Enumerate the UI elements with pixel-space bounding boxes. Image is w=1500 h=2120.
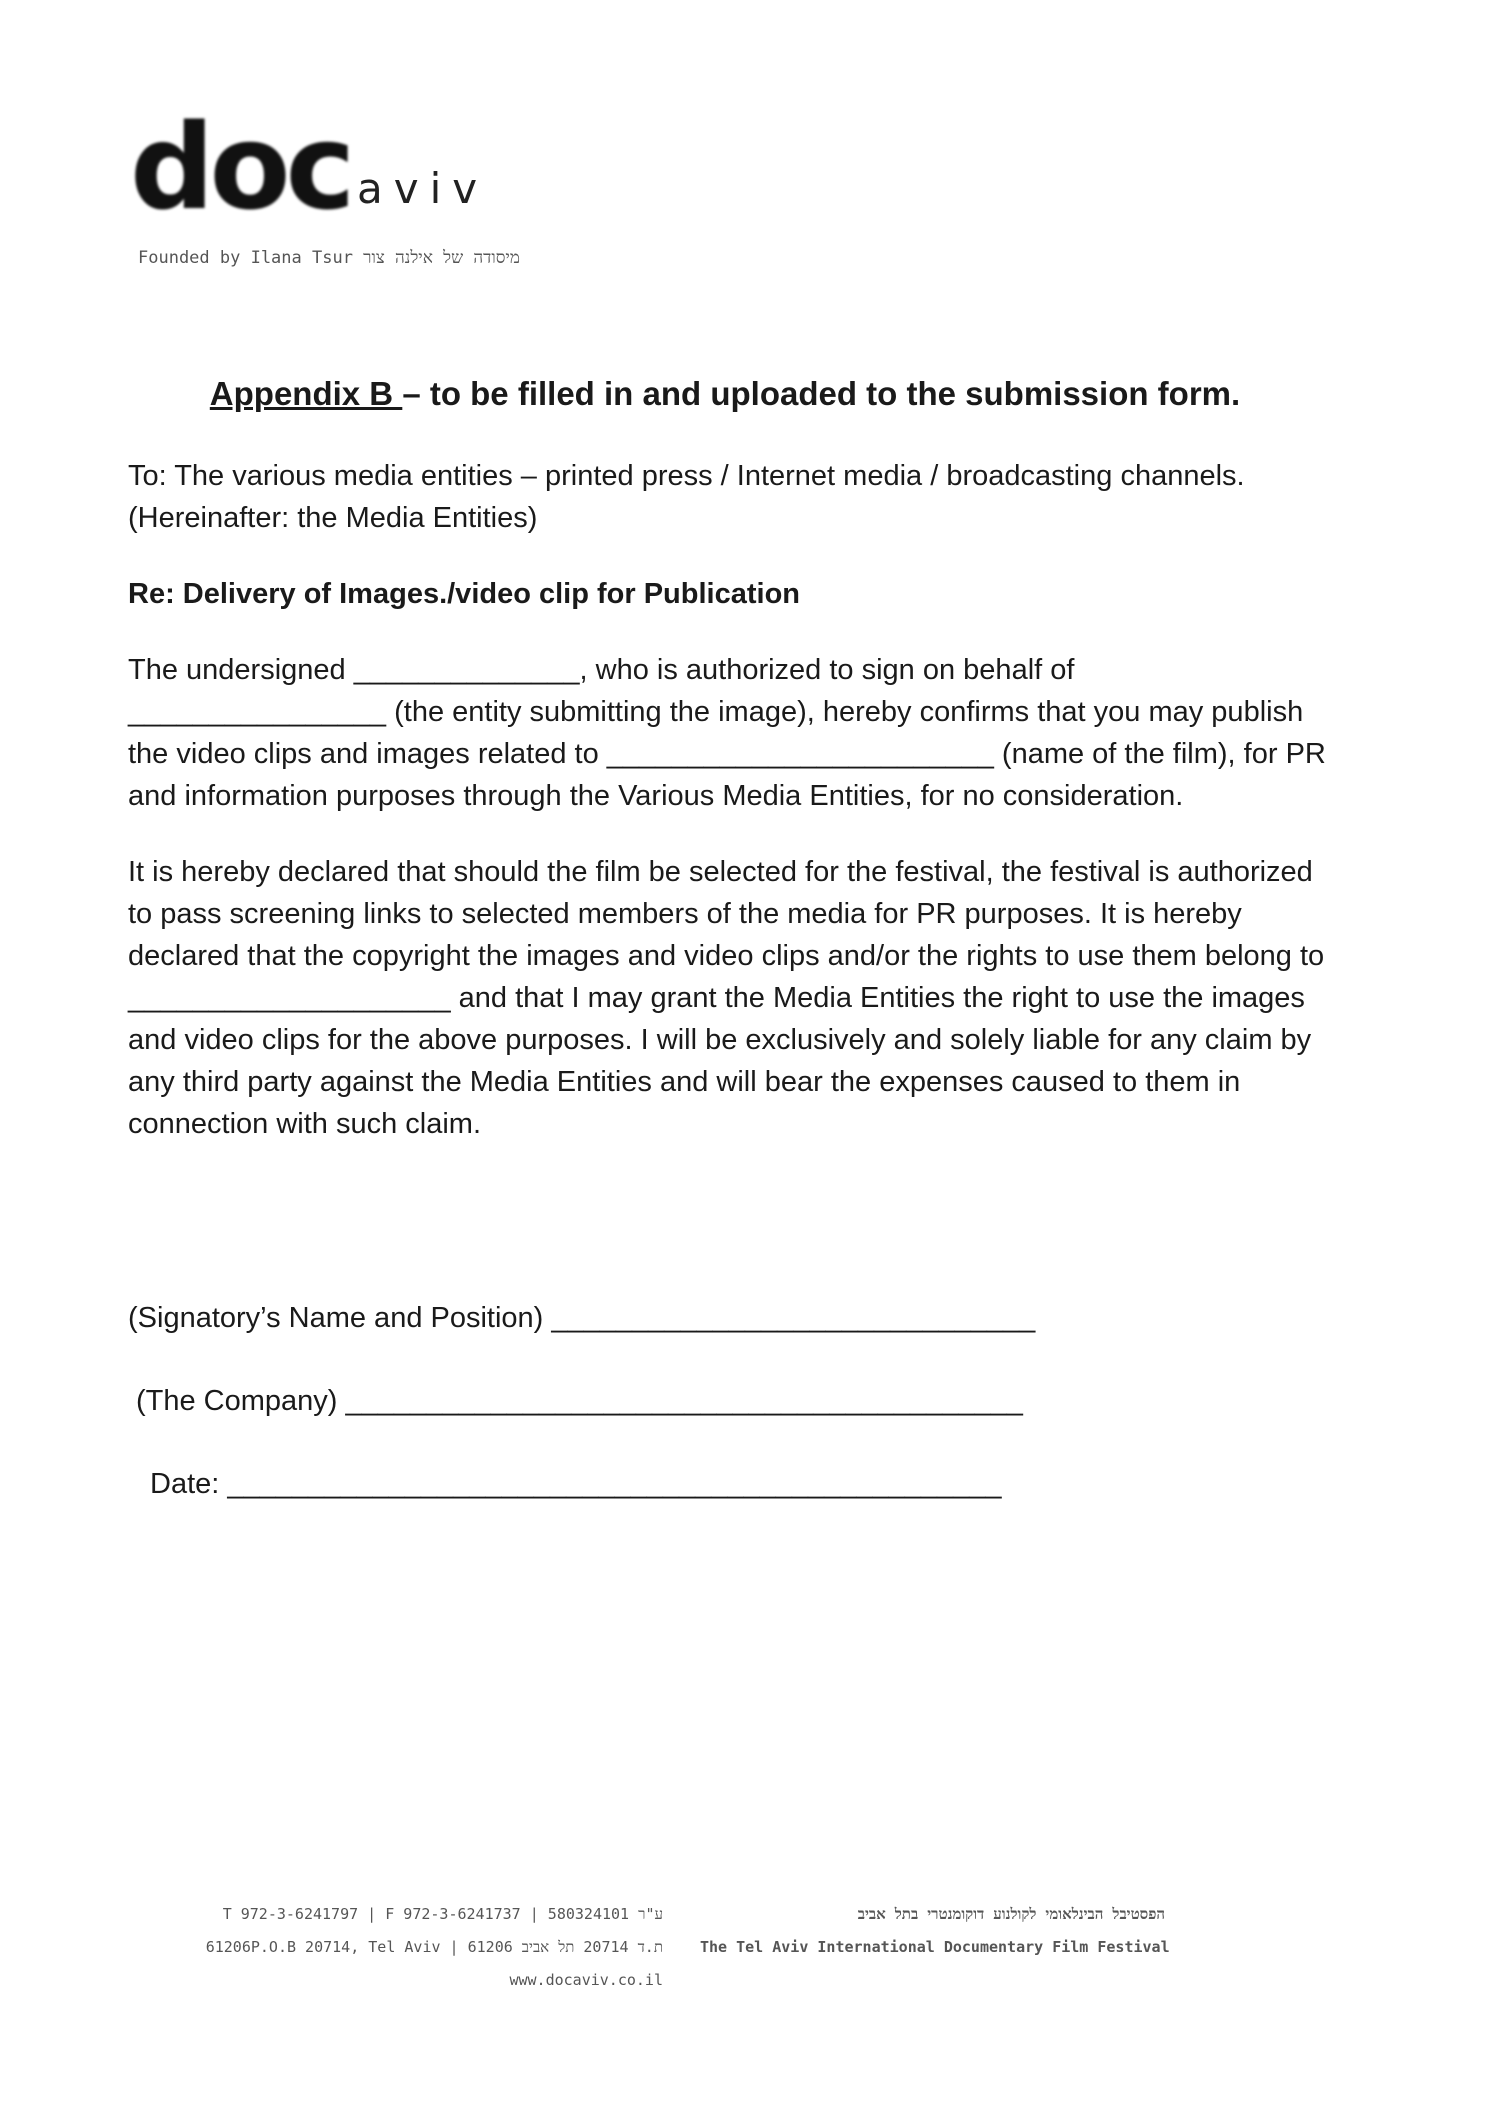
page-title [0,375,1450,413]
appendix-label: Appendix B [209,375,403,412]
logo-wordmark-aviv: aviv [357,164,489,213]
festival-name-hebrew: הפסטיבל הבינלאומי לקולנוע דוקומנטרי בתל אביב [857,1905,1165,1923]
date-field: Date: ________________________________________________ [150,1468,1002,1500]
footer-website: www.docaviv.co.il [509,1971,663,1989]
company-field: (The Company) __________________________________________ [136,1385,1023,1417]
title-instruction: – to be filled in and uploaded to the submission form. [402,375,1241,412]
footer-contact [198,1898,663,1997]
addressee [128,455,1328,539]
declaration-paragraph: It is hereby declared that should the film be selected for the festival, the festival is authorized to pass screening links to selected members of the media for PR purposes. It is hereby declared that the copyright the images and video clips and/or the rights to use them belong to ____________________ and that I may grant the Media Entities the right to use the images and video clips for the above purposes. I will be exclusively and solely liable for any claim by any third party against the Media Entities and will bear the expenses caused to them in connection with such claim. [128,856,1325,1140]
logo-wordmark-doc: doc [130,98,351,236]
festival-name-english: The Tel Aviv International Documentary Film Festival [700,1938,1170,1956]
footer-address: 61206P.O.B 20714, Tel Aviv | 61206 ת.ד 20714 תל אביב [205,1938,663,1956]
footer-festival [700,1898,1170,1964]
footer-phone: T 972-3-6241797 | F 972-3-6241737 | 580324101 ע"ר [222,1905,663,1923]
docaviv-logo [130,98,560,278]
letter-body [128,455,1328,1179]
to-line: To: The various media entities – printed press / Internet media / broadcasting channels. [128,460,1245,492]
hereinafter-line: (Hereinafter: the Media Entities) [128,502,538,534]
signatory-name-position-field: (Signatory’s Name and Position) ______________________________ [128,1302,1036,1334]
logo-founded-by: Founded by Ilana Tsur מיסודה של אילנה צור [138,248,520,268]
subject-line: Re: Delivery of Images./video clip for Publication [128,578,800,610]
confirmation-paragraph: The undersigned ______________, who is authorized to sign on behalf of ________________ (the entity submitting the image), hereby confirms that you may publish the video clips and images related to ________________________ (name of the film), for PR and information purposes through the Various Media Entities, for no consideration. [128,654,1326,812]
